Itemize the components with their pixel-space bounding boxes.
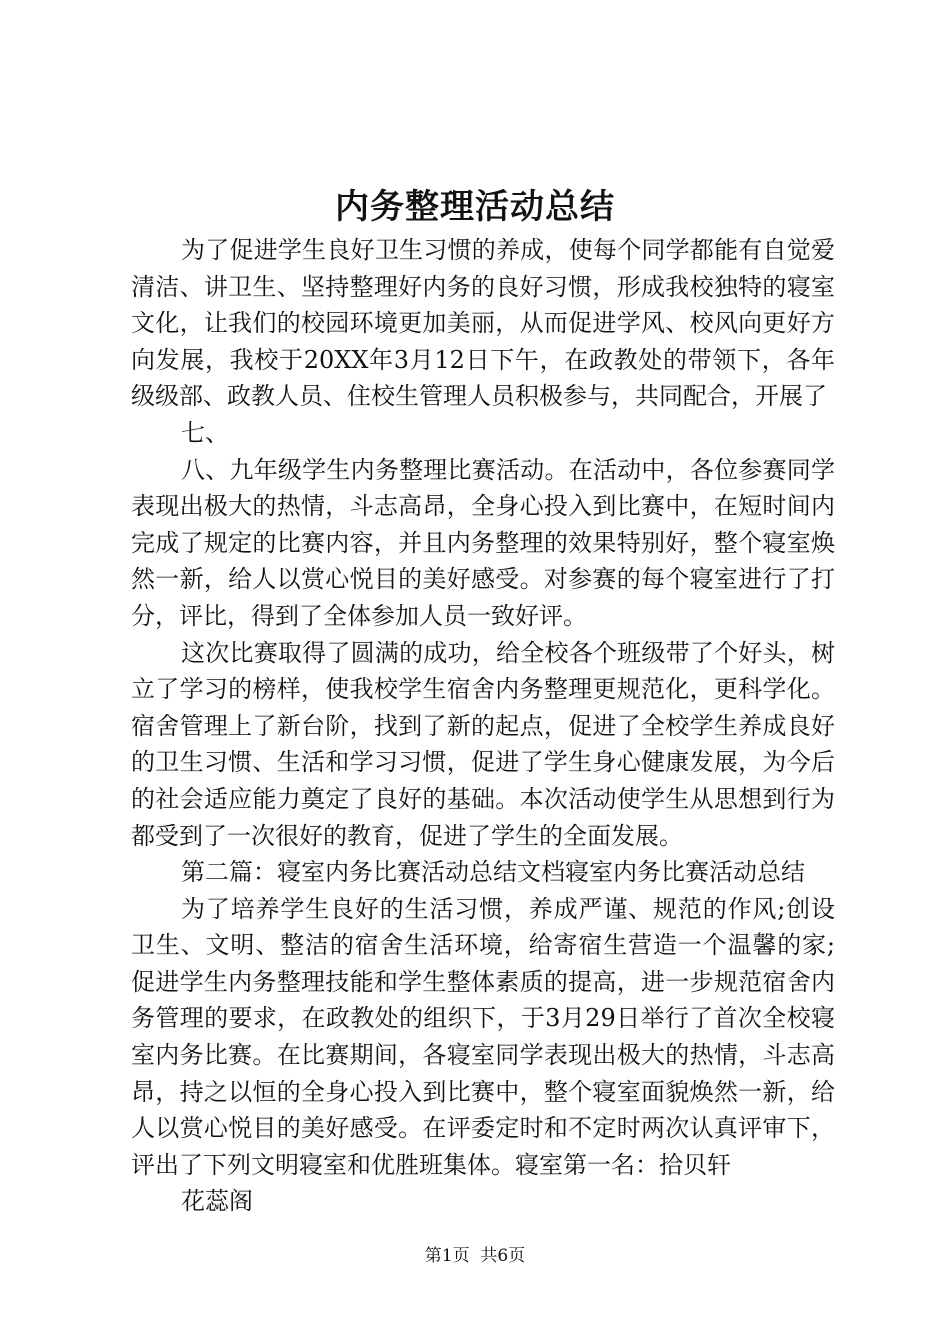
document-body bbox=[131, 232, 835, 1220]
paragraph-result: 这次比赛取得了圆满的成功，给全校各个班级带了个好头，树立了学习的榜样，使我校学生宿舍内务整理更规范化，更科学化。宿舍管理上了新台阶，找到了新的起点，促进了全校学生养成良好的卫生习惯、生活和学习习惯，促进了学生身心健康发展，为今后的社会适应能力奠定了良好的基础。本次活动使学生从思想到行为都受到了一次很好的教育，促进了学生的全面发展。 bbox=[131, 638, 835, 850]
paragraph-intro: 为了促进学生良好卫生习惯的养成，使每个同学都能有自觉爱清洁、讲卫生、坚持整理好内务的良好习惯，形成我校独特的寝室文化，让我们的校园环境更加美丽，从而促进学风、校风向更好方向发展，我校于20XX年3月12日下午，在政教处的带领下，各年级级部、政教人员、住校生管理人员积极参与，共同配合，开展了 bbox=[131, 236, 835, 411]
paragraph-second-article: 为了培养学生良好的生活习惯，养成严谨、规范的作风;创设卫生、文明、整洁的宿舍生活环境，给寄宿生营造一个温馨的家;促进学生内务整理技能和学生整体素质的提高，进一步规范宿舍内务管理的要求，在政教处的组织下，于3月29日举行了首次全校寝室内务比赛。在比赛期间，各寝室同学表现出极大的热情，斗志高昂，持之以恒的全身心投入到比赛中，整个寝室面貌焕然一新，给人以赏心悦目的美好感受。在评委定时和不定时两次认真评审下，评出了下列文明寝室和优胜班集体。寝室第一名：拾贝轩 bbox=[131, 894, 835, 1179]
paragraph-dorm-name: 花蕊阁 bbox=[181, 1187, 253, 1216]
document-title: 内务整理活动总结 bbox=[335, 187, 615, 227]
page-total: 共6页 bbox=[480, 1246, 526, 1266]
paragraph-section-heading: 第二篇：寝室内务比赛活动总结文档寝室内务比赛活动总结 bbox=[181, 858, 805, 887]
paragraph-activity: 八、九年级学生内务整理比赛活动。在活动中，各位参赛同学表现出极大的热情，斗志高昂，全身心投入到比赛中，在短时间内完成了规定的比赛内容，并且内务整理的效果特别好，整个寝室焕然一新，给人以赏心悦目的美好感受。对参赛的每个寝室进行了打分，评比，得到了全体参加人员一致好评。 bbox=[131, 455, 835, 630]
paragraph-grade-seven: 七、 bbox=[181, 418, 229, 447]
page-footer bbox=[0, 1244, 950, 1268]
page-number: 第1页 bbox=[424, 1246, 470, 1266]
